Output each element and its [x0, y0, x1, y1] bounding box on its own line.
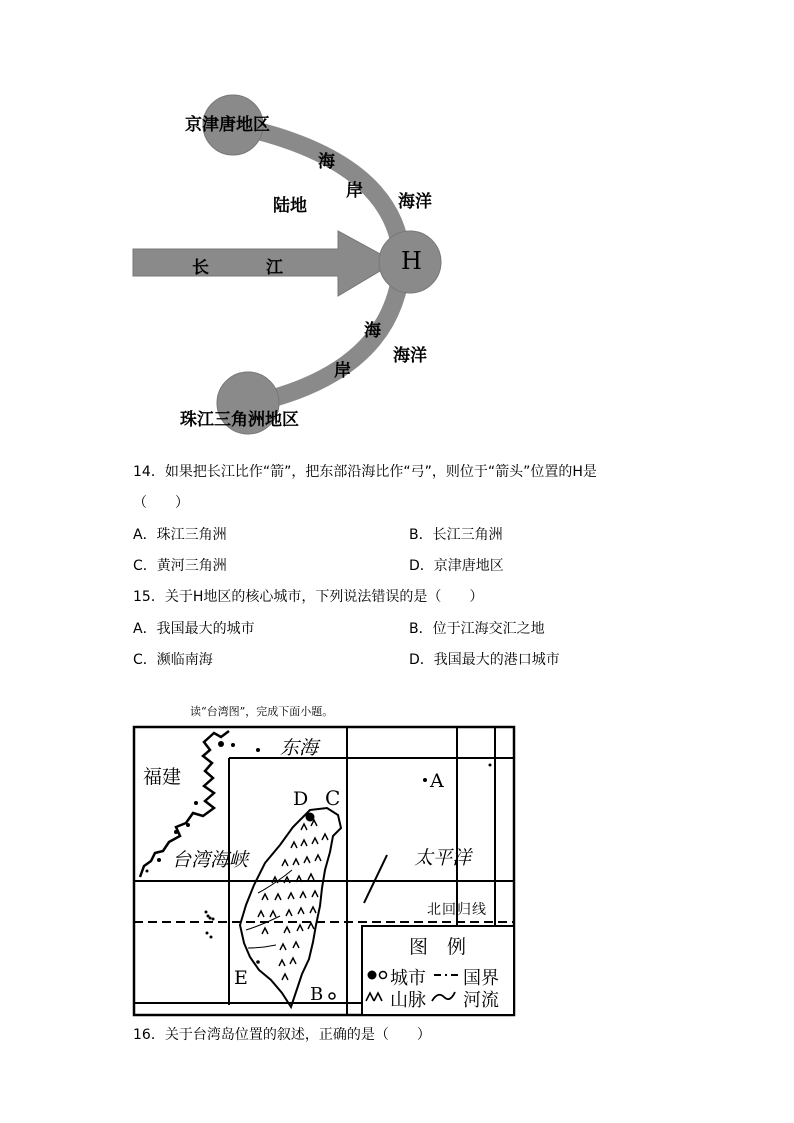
- point-a-marker: [423, 778, 427, 782]
- legend-city-icon: [368, 971, 377, 980]
- label-jiang: 江: [266, 258, 283, 278]
- map-label-d: D: [293, 788, 309, 810]
- q15-option-b: B．位于江海交汇之地: [409, 621, 545, 637]
- offshore-line: [364, 855, 387, 903]
- q16-stem: 16．关于台湾岛位置的叙述，正确的是（ ）: [133, 1027, 431, 1043]
- label-land: 陆地: [273, 196, 307, 216]
- q14-stem: 14．如果把长江比作“箭”，把东部沿海比作“弓”，则位于“箭头”位置的H是: [133, 464, 597, 480]
- legend-city-label: 城市: [390, 968, 426, 989]
- point-e-marker: [256, 960, 260, 964]
- label-jingjintang: 京津唐地区: [185, 115, 270, 135]
- label-h: H: [401, 247, 422, 275]
- legend-title: 图 例: [409, 936, 467, 958]
- taiwan-island-outline: [240, 808, 341, 1007]
- map-label-pacific: 太平洋: [414, 847, 472, 869]
- q15-stem: 15．关于H地区的核心城市，下列说法错误的是（ ）: [133, 589, 484, 605]
- q14-option-a: A．珠江三角洲: [133, 527, 227, 543]
- label-ocean-top: 海洋: [398, 192, 432, 212]
- q15-option-d: D．我国最大的港口城市: [409, 652, 560, 668]
- label-chang: 长: [192, 258, 209, 278]
- map-label-c: C: [325, 786, 341, 810]
- legend-border-label: 国界: [463, 968, 499, 989]
- map-label-east-sea: 东海: [280, 737, 319, 759]
- label-hai-bottom: 海: [364, 321, 381, 341]
- q15-option-c: C．濒临南海: [133, 652, 213, 668]
- q14-option-d: D．京津唐地区: [409, 558, 504, 574]
- q14-option-c: C．黄河三角洲: [133, 558, 227, 574]
- city-d-marker: [306, 813, 315, 822]
- q15-option-a: A．我国最大的城市: [133, 621, 255, 637]
- label-ocean-bottom: 海洋: [393, 346, 427, 366]
- map-label-a: A: [430, 770, 444, 792]
- label-an-top: 岸: [346, 181, 363, 201]
- legend-mountain-label: 山脉: [390, 990, 426, 1011]
- q14-paren: （ ）: [133, 495, 189, 511]
- map-caption: 读“台湾图”，完成下面小题。: [190, 705, 334, 718]
- label-zhujiang: 珠江三角洲地区: [180, 410, 299, 430]
- label-hai-top: 海: [318, 152, 335, 172]
- map-label-tropic: 北回归线: [427, 902, 487, 918]
- map-label-fujian: 福建: [143, 766, 182, 788]
- q14-option-b: B．长江三角洲: [409, 527, 503, 543]
- mountain-symbols: [258, 820, 328, 980]
- legend-river-label: 河流: [463, 990, 499, 1011]
- point-b-marker: [329, 993, 335, 999]
- map-label-strait: 台湾海峡: [172, 849, 249, 871]
- map-label-b: B: [310, 984, 324, 1005]
- label-an-bottom: 岸: [334, 361, 351, 381]
- map-label-e: E: [234, 967, 248, 989]
